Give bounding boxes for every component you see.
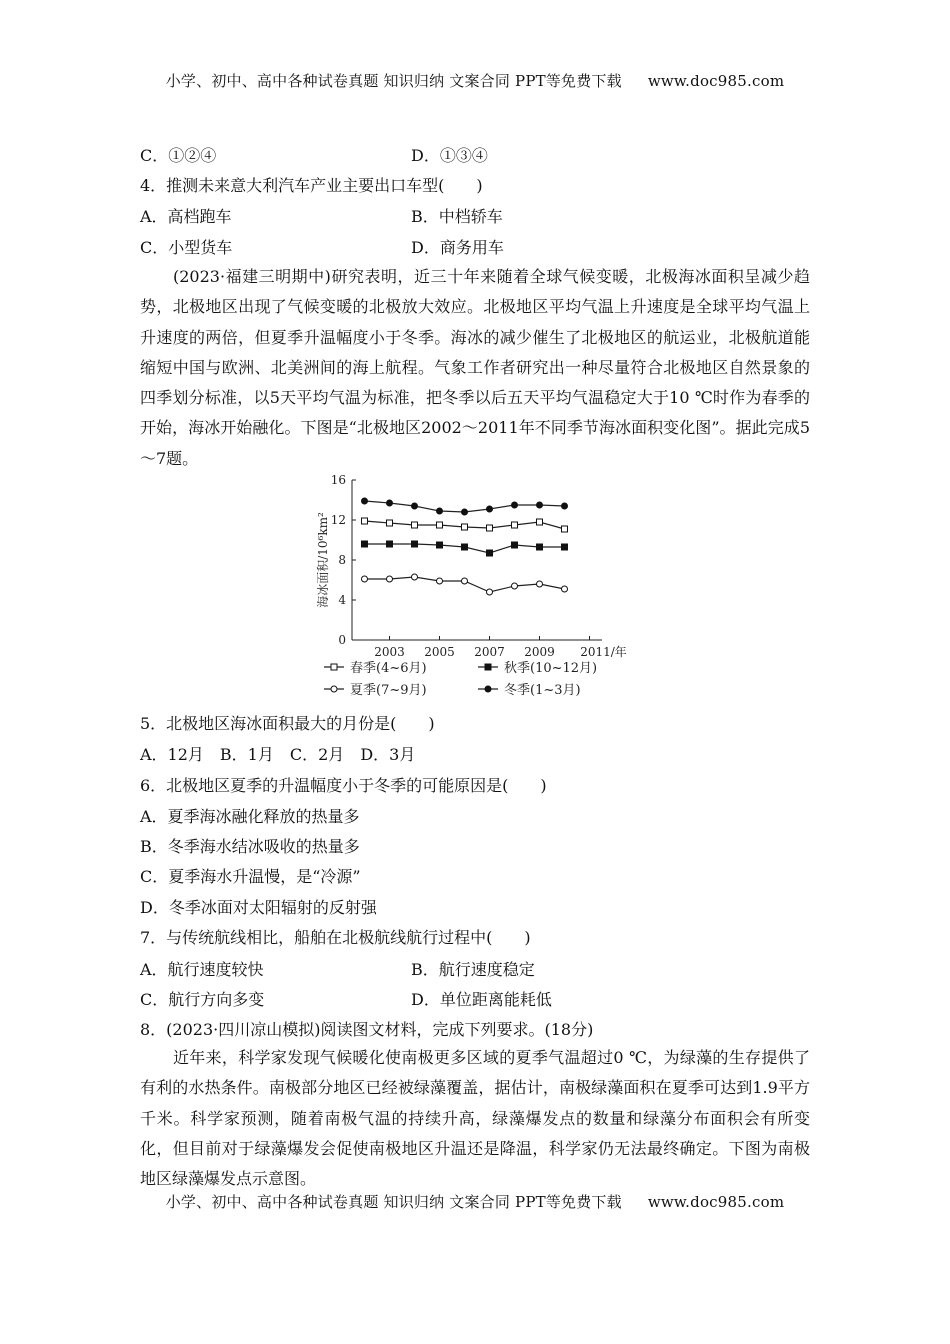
data-point	[537, 502, 543, 508]
data-point	[512, 502, 518, 508]
data-point	[462, 544, 468, 550]
q4-option-a: A．高档跑车	[140, 207, 232, 226]
header-text: 小学、初中、高中各种试卷真题 知识归纳 文案合同 PPT等免费下载	[165, 72, 622, 90]
q4-option-d: D．商务用车	[411, 238, 504, 257]
q5-option-d: D．3月	[360, 745, 416, 764]
data-point	[362, 518, 368, 524]
footer-text: 小学、初中、高中各种试卷真题 知识归纳 文案合同 PPT等免费下载	[165, 1193, 622, 1211]
q7-option-c: C．航行方向多变	[140, 990, 265, 1009]
data-point	[462, 578, 468, 584]
data-point	[512, 522, 518, 528]
q7-option-b: B．航行速度稳定	[411, 960, 535, 979]
x-tick-label: 2009	[524, 645, 555, 659]
data-point	[412, 574, 418, 580]
q3-option-c: C．①②④	[140, 146, 217, 165]
chart-legend	[324, 660, 597, 698]
q6-option-a: A．夏季海冰融化释放的热量多	[140, 807, 360, 826]
data-point	[562, 586, 568, 592]
data-point	[412, 503, 418, 509]
x-tick-label: 2003	[374, 645, 405, 659]
data-point	[387, 520, 393, 526]
y-tick-label: 8	[338, 553, 346, 567]
legend-marker	[485, 664, 491, 670]
data-point	[537, 544, 543, 550]
data-point	[562, 526, 568, 532]
legend-marker	[485, 686, 491, 692]
series-open-circle	[362, 574, 568, 595]
data-point	[512, 583, 518, 589]
q3-option-d: D．①③④	[411, 146, 488, 165]
series-filled-square	[362, 541, 568, 556]
q5-option-c: C．2月	[289, 745, 345, 764]
chart-series-layer	[362, 498, 568, 595]
x-tick-label: 2011/年	[580, 645, 627, 659]
page-footer	[0, 1191, 950, 1212]
q5-option-a: A．12月	[140, 745, 204, 764]
data-point	[412, 541, 418, 547]
y-tick-label: 16	[330, 473, 346, 487]
q7-option-d: D．单位距离能耗低	[411, 990, 552, 1009]
data-point	[437, 522, 443, 528]
q6-stem: 6．北极地区夏季的升温幅度小于冬季的可能原因是( )	[140, 776, 547, 795]
sea-ice-chart	[310, 470, 650, 710]
passage-arctic: (2023·福建三明期中)研究表明，近三十年来随着全球气候变暖，北极海冰面积呈减少趋势，北极地区出现了气候变暖的北极放大效应。北极地区平均气温上升速度是全球平均气温上升速度的两倍，但夏季升温幅度小于冬季。海冰的减少催生了北极地区的航运业，北极航道能缩短中国与欧洲、北美洲间的海上航程。气象工作者研究出一种尽量符合北极地区自然景象的四季划分标准，以5天平均气温为标准，把冬季以后五天平均气温稳定大于10 ℃时作为春季的开始，海冰开始融化。下图是“北极地区2002～2011年不同季节海冰面积变化图”。据此完成5～7题。	[140, 267, 810, 468]
page-header	[0, 70, 950, 91]
x-tick-label: 2005	[424, 645, 455, 659]
q4-option-b: B．中档轿车	[411, 207, 503, 226]
q7-option-a: A．航行速度较快	[140, 960, 264, 979]
data-point	[462, 509, 468, 515]
data-point	[512, 542, 518, 548]
data-point	[387, 576, 393, 582]
x-tick-label: 2007	[474, 645, 505, 659]
data-point	[437, 508, 443, 514]
legend-marker	[331, 664, 337, 670]
legend-label: 冬季(1~3月)	[504, 683, 581, 698]
data-point	[362, 576, 368, 582]
data-point	[562, 503, 568, 509]
y-tick-label: 12	[330, 513, 346, 527]
data-point	[387, 541, 393, 547]
data-point	[412, 522, 418, 528]
q6-option-d: D．冬季冰面对太阳辐射的反射强	[140, 898, 377, 917]
data-point	[362, 498, 368, 504]
legend-label: 秋季(10~12月)	[504, 661, 598, 676]
y-axis-label: 海冰面积/10⁶km²	[316, 512, 330, 608]
q7-stem: 7．与传统航线相比，船舶在北极航线航行过程中( )	[140, 928, 531, 947]
q5-stem: 5．北极地区海冰面积最大的月份是( )	[140, 714, 435, 733]
data-point	[487, 550, 493, 556]
q6-option-c: C．夏季海水升温慢，是“冷源”	[140, 867, 361, 886]
data-point	[562, 544, 568, 550]
data-point	[437, 542, 443, 548]
data-point	[487, 589, 493, 595]
y-tick-label: 0	[338, 633, 346, 647]
q6-option-b: B．冬季海水结冰吸收的热量多	[140, 837, 360, 856]
data-point	[487, 525, 493, 531]
q4-stem: 4．推测未来意大利汽车产业主要出口车型( )	[140, 176, 483, 195]
q8-passage: 近年来，科学家发现气候暖化使南极更多区域的夏季气温超过0 ℃，为绿藻的生存提供了有利的水热条件。南极部分地区已经被绿藻覆盖，据估计，南极绿藻面积在夏季可达到1.9平方千米。科学家预测，随着南极气温的持续升高，绿藻爆发点的数量和绿藻分布面积会有所变化，但目前对于绿藻爆发会促使南极地区升温还是降温，科学家仍无法最终确定。下图为南极地区绿藻爆发点示意图。	[140, 1048, 810, 1189]
y-tick-label: 4	[338, 593, 346, 607]
q4-option-c: C．小型货车	[140, 238, 233, 257]
data-point	[437, 578, 443, 584]
q5-option-b: B．1月	[219, 745, 274, 764]
data-point	[387, 500, 393, 506]
data-point	[462, 524, 468, 530]
data-point	[487, 506, 493, 512]
series-open-square	[362, 518, 568, 532]
data-point	[362, 541, 368, 547]
series-filled-circle	[362, 498, 568, 515]
legend-label: 夏季(7~9月)	[350, 683, 427, 698]
footer-url: www.doc985.com	[647, 1193, 785, 1211]
data-point	[537, 519, 543, 525]
legend-label: 春季(4~6月)	[350, 661, 427, 676]
q8-stem: 8．(2023·四川凉山模拟)阅读图文材料，完成下列要求。(18分)	[140, 1020, 594, 1039]
q5-options	[140, 742, 415, 765]
header-url: www.doc985.com	[647, 72, 785, 90]
legend-marker	[331, 686, 337, 692]
data-point	[537, 581, 543, 587]
